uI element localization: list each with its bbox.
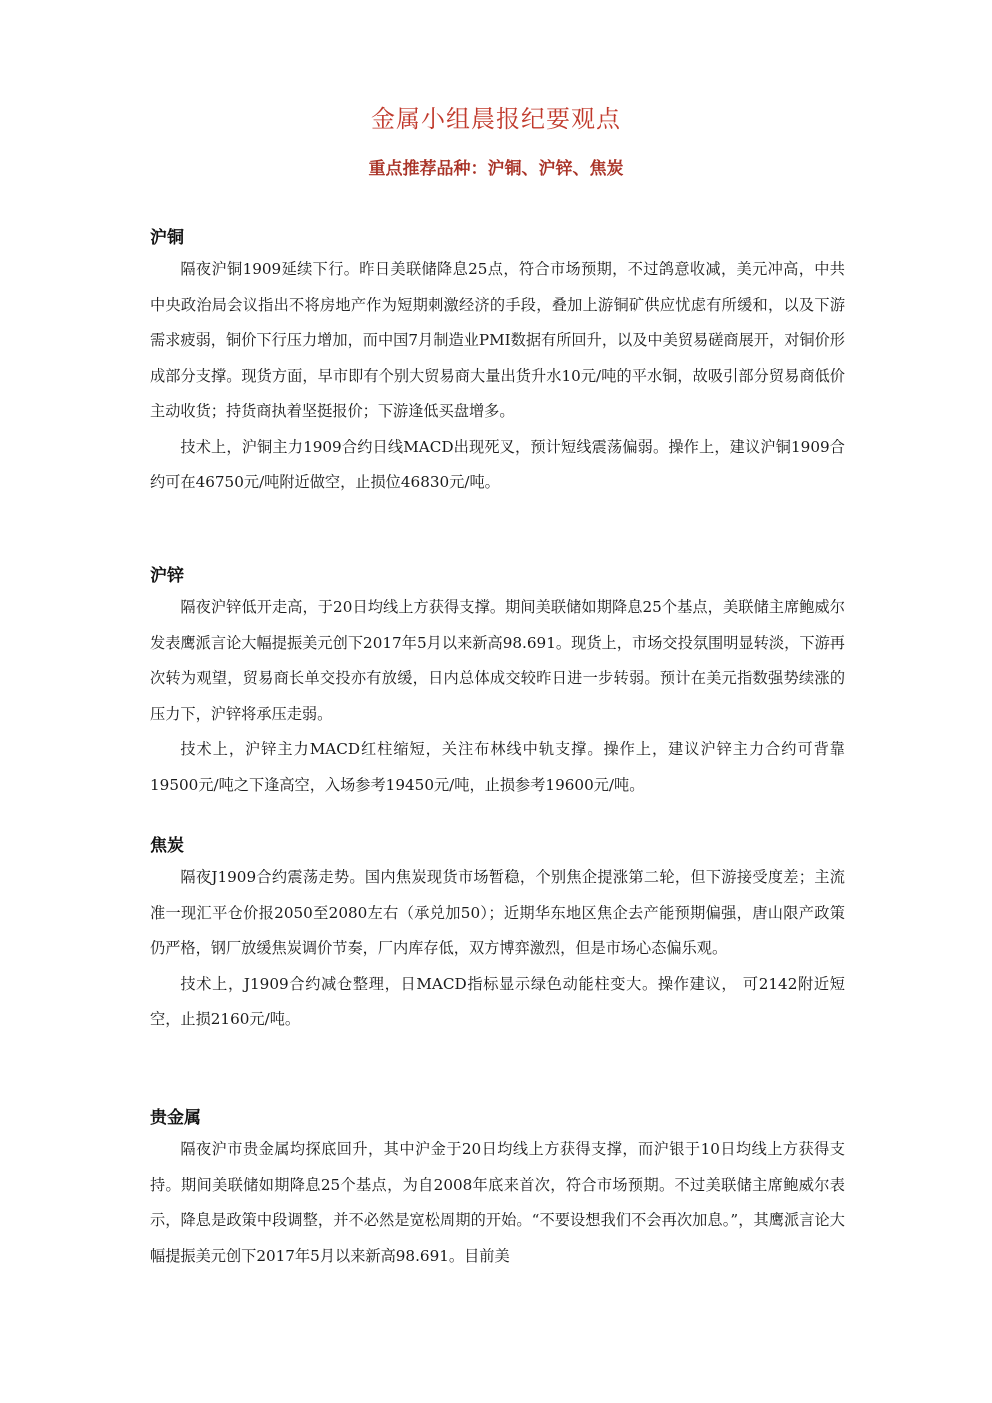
section-zinc	[150, 562, 845, 803]
section-paragraph: 隔夜沪市贵金属均探底回升，其中沪金于20日均线上方获得支撑，而沪银于10日均线上方获得支持。期间美联储如期降息25个基点，为自2008年底来首次，符合市场预期。不过美联储主席鲍威尔表示，降息是政策中段调整，并不必然是宽松周期的开始。“不要设想我们不会再次加息。”，其鹰派言论大幅提振美元创下2017年5月以来新高98.691。目前美	[150, 1140, 845, 1265]
section-heading: 沪锌	[150, 566, 184, 586]
section-coke	[150, 832, 845, 1038]
section-precious-metals	[150, 1104, 845, 1274]
recommended-varieties-subtitle: 重点推荐品种：沪铜、沪锌、焦炭	[368, 159, 624, 179]
section-heading: 焦炭	[150, 836, 184, 856]
section-copper	[150, 224, 845, 501]
section-paragraph: 隔夜J1909合约震荡走势。国内焦炭现货市场暂稳，个别焦企提涨第二轮，但下游接受度差；主流准一现汇平仓价报2050至2080左右（承兑加50）；近期华东地区焦企去产能预期偏强，唐山限产政策仍严格，钢厂放缓焦炭调价节奏，厂内库存低，双方博弈激烈，但是市场心态偏乐观。	[150, 868, 845, 957]
document-title: 金属小组晨报纪要观点	[371, 105, 621, 133]
section-heading: 沪铜	[150, 228, 184, 248]
section-paragraph: 技术上，J1909合约减仓整理，日MACD指标显示绿色动能柱变大。操作建议， 可2142附近短空，止损2160元/吨。	[150, 974, 845, 1028]
section-paragraph: 隔夜沪锌低开走高，于20日均线上方获得支撑。期间美联储如期降息25个基点，美联储主席鲍威尔发表鹰派言论大幅提振美元创下2017年5月以来新高98.691。现货上，市场交投氛围明显转淡，下游再次转为观望，贸易商长单交投亦有放缓，日内总体成交较昨日进一步转弱。预计在美元指数强势续涨的压力下，沪锌将承压走弱。	[150, 598, 845, 723]
section-paragraph: 技术上，沪铜主力1909合约日线MACD出现死叉，预计短线震荡偏弱。操作上，建议沪铜1909合约可在46750元/吨附近做空，止损位46830元/吨。	[150, 437, 845, 491]
section-heading: 贵金属	[150, 1108, 201, 1128]
section-paragraph: 隔夜沪铜1909延续下行。昨日美联储降息25点，符合市场预期，不过鸽意收减，美元冲高，中共中央政治局会议指出不将房地产作为短期刺激经济的手段，叠加上游铜矿供应忧虑有所缓和，以及下游需求疲弱，铜价下行压力增加，而中国7月制造业PMI数据有所回升，以及中美贸易磋商展开，对铜价形成部分支撑。现货方面，早市即有个别大贸易商大量出货升水10元/吨的平水铜，故吸引部分贸易商低价主动收货；持货商执着坚挺报价；下游逢低买盘增多。	[150, 260, 845, 420]
section-paragraph: 技术上，沪锌主力MACD红柱缩短，关注布林线中轨支撑。操作上，建议沪锌主力合约可背靠19500元/吨之下逢高空，入场参考19450元/吨，止损参考19600元/吨。	[150, 740, 845, 794]
